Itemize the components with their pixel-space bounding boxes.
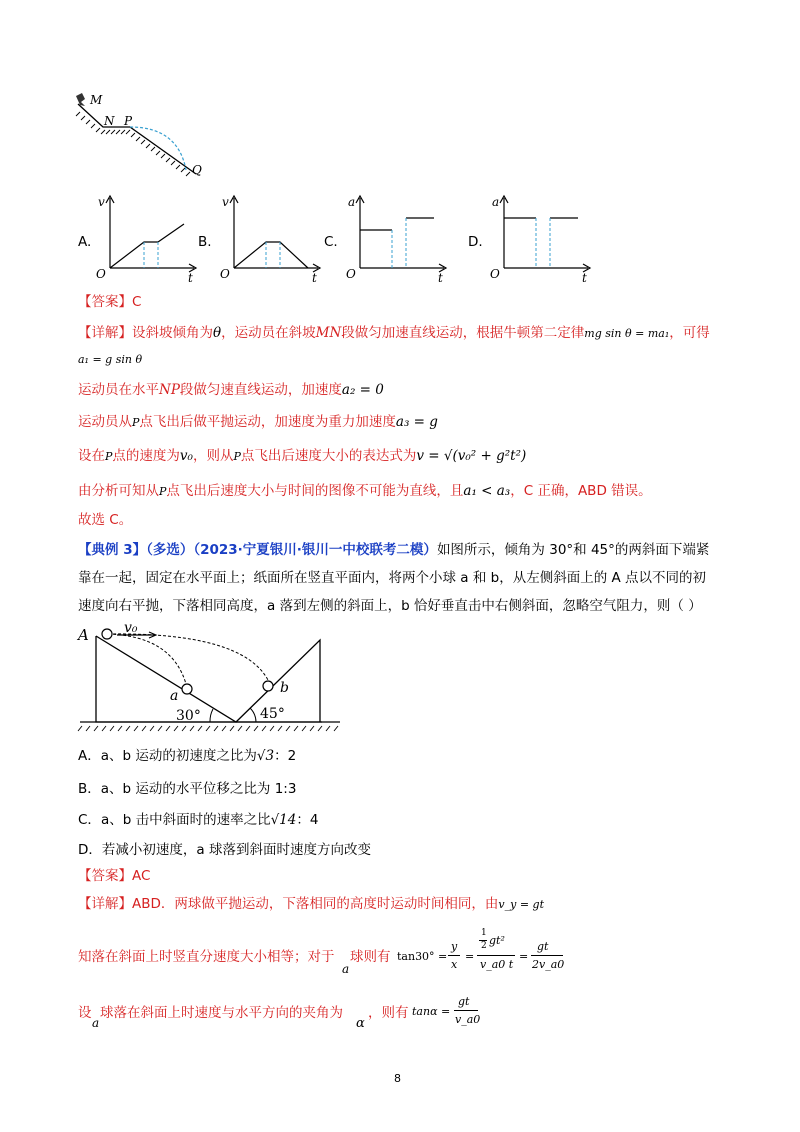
- option-letter: D．: [78, 842, 102, 858]
- detail-text: 段做匀加速直线运动，根据牛顿第二定律: [341, 325, 585, 341]
- graph-d-option: D.: [468, 234, 483, 250]
- option-a[interactable]: [78, 746, 296, 766]
- equation-a1: a₁ = g sin θ: [78, 353, 143, 366]
- equation-a2: a₂ = 0: [341, 382, 384, 398]
- graph-d-origin: O: [490, 267, 500, 281]
- answer-value: AC: [132, 868, 151, 884]
- detail-text: 由分析可知从: [78, 483, 159, 499]
- detail-2-line-1: [78, 894, 544, 915]
- label-n: N: [104, 114, 115, 128]
- option-text: a、b 运动的初速度之比为: [100, 748, 257, 764]
- graph-a-xlabel: t: [188, 271, 193, 285]
- example-3-line-2: 靠在一起，固定在水平面上；纸面所在竖直平面内，将两个小球 a 和 b，从左侧斜面上的 A 点以不同的初: [78, 570, 707, 586]
- label-ball-a: a: [170, 688, 179, 704]
- answer-value: C: [132, 294, 142, 310]
- detail-text: ，运动员在斜坡: [221, 325, 316, 341]
- answer-2: [78, 866, 150, 886]
- graph-a-option: A.: [78, 234, 92, 250]
- multi-choice-tag: （多选）: [146, 542, 194, 558]
- detail-label: 【详解】: [78, 325, 132, 341]
- source-tag: （2023·宁夏银川·银川一中校联考二模）: [193, 542, 437, 558]
- graph-c: [342, 190, 452, 285]
- detail-text: 点飞出后做平抛运动，加速度为重力加速度: [139, 414, 396, 430]
- graph-b: [216, 190, 326, 285]
- graph-c-xlabel: t: [438, 271, 443, 285]
- frac-y: y: [451, 940, 458, 953]
- graph-a: [92, 190, 202, 285]
- detail-text: ，C 正确，ABD 错误。: [510, 483, 652, 499]
- equation-a3: a₃ = g: [395, 414, 438, 430]
- graph-d-ylabel: a: [492, 195, 500, 209]
- graph-d: [486, 190, 596, 285]
- option-letter: A．: [78, 748, 101, 764]
- graph-b-origin: O: [220, 267, 230, 281]
- equation-tan-alpha: [412, 995, 492, 1035]
- detail-text: ，则从: [192, 448, 234, 464]
- graph-b-ylabel: v: [222, 195, 229, 209]
- option-c[interactable]: [78, 810, 318, 830]
- detail-text: 运动员从: [78, 414, 132, 430]
- label-v0: v₀: [124, 620, 138, 636]
- label-ball-b: b: [280, 680, 289, 696]
- segment-mn: MN: [315, 325, 342, 341]
- slope-figure: [68, 92, 218, 187]
- frac-2va0: 2v_a0: [532, 958, 565, 971]
- frac-va0: v_a0: [455, 1013, 481, 1026]
- label-p: P: [124, 114, 133, 128]
- option-math: √14: [270, 812, 297, 828]
- option-text: a、b 击中斜面时的速率之比: [100, 812, 271, 828]
- detail-1-line-1: [78, 323, 710, 344]
- graph-c-origin: O: [346, 267, 356, 281]
- frac-va0t: v_a0 t: [480, 958, 514, 971]
- detail-text: 设斜坡倾角为: [132, 325, 213, 341]
- equation-newton: mg sin θ = ma₁: [584, 327, 670, 340]
- detail-text: 设在: [78, 448, 105, 464]
- frac-gt2: gt²: [489, 934, 505, 947]
- point-p: P: [132, 416, 140, 429]
- detail-text: 点的速度为: [112, 448, 180, 464]
- label-m: M: [90, 93, 103, 107]
- tan-alpha-left: tanα =: [412, 1005, 451, 1018]
- tan30-left: tan30° =: [397, 950, 448, 963]
- equation-vy: v_y = gt: [498, 898, 545, 911]
- question-text: 如图所示，倾角为 30°和 45°的两斜面下端紧: [436, 542, 710, 558]
- equation-speed: v = √(v₀² + g²t²): [416, 448, 527, 464]
- detail-text: 知落在斜面上时竖直分速度大小相等；对于: [78, 949, 335, 965]
- label-angle-30: 30°: [176, 708, 201, 724]
- example-3-line-1: [78, 540, 709, 560]
- option-letter: C．: [78, 812, 101, 828]
- graph-a-ylabel: v: [98, 195, 105, 209]
- option-b[interactable]: [78, 779, 296, 799]
- graph-b-xlabel: t: [312, 271, 317, 285]
- option-text: 若减小初速度，a 球落到斜面时速度方向改变: [101, 842, 371, 858]
- label-angle-45: 45°: [260, 706, 285, 722]
- option-d[interactable]: [78, 840, 371, 860]
- equation-tan30: tan30° = y x = 1 2 gt² v_a0 t = gt 2v_a0: [397, 928, 565, 971]
- detail-text: ，可得: [669, 325, 710, 341]
- frac-x: x: [451, 958, 458, 971]
- label-q: Q: [192, 163, 202, 177]
- point-p: P: [105, 450, 113, 463]
- detail-1-line-5: [78, 481, 652, 502]
- detail-text: 段做匀速直线运动，加速度: [179, 382, 342, 398]
- inclined-planes-figure: [72, 618, 347, 733]
- option-text: ：4: [296, 812, 319, 828]
- detail-2-line-3b: 球落在斜面上时速度与水平方向的夹角为: [100, 1005, 343, 1021]
- graph-c-option: C.: [324, 234, 338, 250]
- graph-a-origin: O: [96, 267, 106, 281]
- graph-c-ylabel: a: [348, 195, 356, 209]
- label-point-a: A: [78, 626, 89, 644]
- option-text: ：2: [274, 748, 297, 764]
- example-tag: 【典例 3】: [78, 542, 147, 558]
- example-3-line-3: 速度向右平抛，下落相同高度，a 落到左侧的斜面上，b 恰好垂直击中右侧斜面，忽略空气阻力，则（ ）: [78, 598, 702, 614]
- detail-2-line-2b: 球则有: [350, 949, 391, 965]
- alpha-symbol: α: [356, 1016, 365, 1031]
- option-math: √3: [256, 748, 275, 764]
- detail-text: 设: [78, 1005, 92, 1021]
- detail-2-line-2: [78, 947, 335, 967]
- detail-text: 点飞出后速度大小与时间的图像不可能为直线，且: [166, 483, 464, 499]
- detail-1-line-4: [78, 446, 526, 467]
- point-p: P: [159, 485, 167, 498]
- point-p: P: [233, 450, 241, 463]
- ball-a-symbol: a: [342, 962, 350, 976]
- frac-half-den: 2: [481, 941, 487, 951]
- page-number: 8: [394, 1072, 401, 1085]
- detail-text: ABD．两球做平抛运动，下落相同的高度时运动时间相同，由: [132, 896, 499, 912]
- option-text: a、b 运动的水平位移之比为 1:3: [100, 781, 297, 797]
- velocity-v0: v₀: [179, 448, 193, 464]
- option-letter: B．: [78, 781, 101, 797]
- answer-label: 【答案】: [78, 294, 132, 310]
- equation-compare: a₁ < a₃: [463, 483, 511, 499]
- graph-d-xlabel: t: [582, 271, 587, 285]
- conclusion-1: 故选 C。: [78, 512, 133, 528]
- detail-1-line-2: [78, 380, 384, 400]
- detail-text: 运动员在水平: [78, 382, 159, 398]
- graph-b-option: B.: [198, 234, 212, 250]
- theta-symbol: θ: [213, 325, 222, 341]
- segment-np: NP: [159, 382, 180, 398]
- answer-label: 【答案】: [78, 868, 132, 884]
- detail-label: 【详解】: [78, 896, 132, 912]
- detail-2-line-3: [78, 1003, 92, 1023]
- frac-gt: gt: [458, 995, 470, 1008]
- detail-2-line-3c: ，则有: [368, 1005, 409, 1021]
- ball-a-symbol: a: [92, 1016, 100, 1030]
- detail-1-line-3: [78, 412, 438, 433]
- detail-text: 点飞出后速度大小的表达式为: [240, 448, 417, 464]
- answer-1: [78, 292, 141, 312]
- frac-gt: gt: [537, 940, 549, 953]
- frac-half-num: 1: [481, 928, 487, 938]
